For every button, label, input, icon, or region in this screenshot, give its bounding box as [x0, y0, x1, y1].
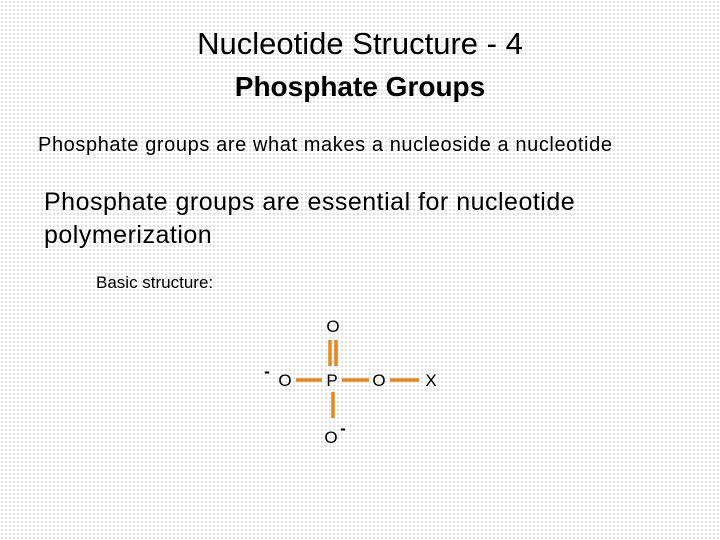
x-group-atom: X — [425, 371, 437, 390]
phosphorus-atom: P — [326, 371, 338, 390]
bottom-oxygen-atom: O — [324, 428, 338, 447]
bottom-oxygen-charge: - — [340, 419, 346, 438]
right-oxygen-atom: O — [372, 371, 386, 390]
basic-structure-label: Basic structure: — [96, 273, 214, 292]
left-oxygen-charge: - — [264, 362, 270, 381]
slide-title: Nucleotide Structure - 4 — [197, 26, 523, 61]
bullet-nucleoside-to-nucleotide: Phosphate groups are what makes a nucleoside a nucleotide — [38, 134, 613, 156]
top-oxygen-atom: O — [326, 317, 340, 336]
bullet-polymerization: Phosphate groups are essential for nucleotide polymerization — [44, 188, 576, 249]
left-oxygen-atom: O — [278, 371, 292, 390]
slide-subtitle: Phosphate Groups — [234, 71, 486, 102]
